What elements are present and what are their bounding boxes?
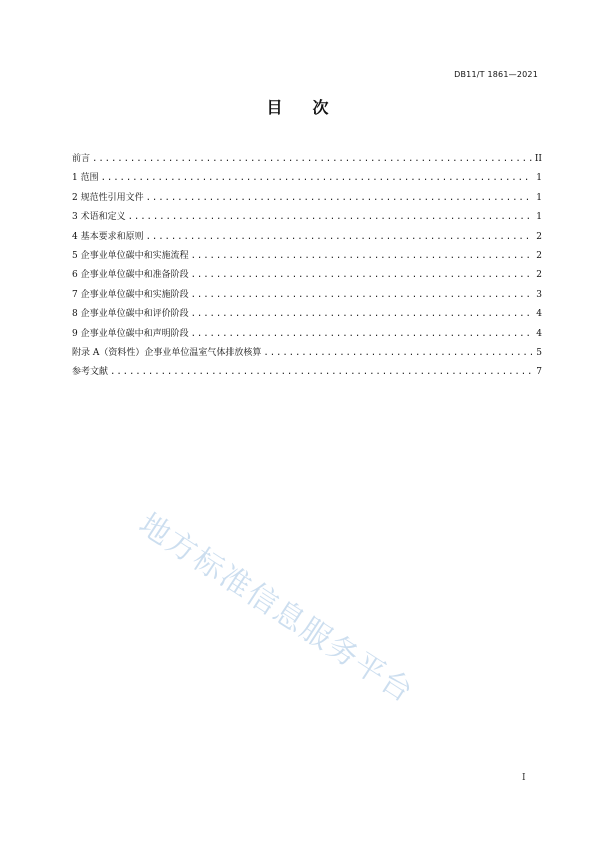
document-id: DB11/T 1861—2021 — [454, 70, 538, 79]
toc-leader-dots — [146, 228, 532, 247]
toc-entry-page: 1 — [536, 173, 542, 184]
toc-leader-dots — [263, 344, 532, 363]
toc-leader-dots — [101, 169, 532, 188]
toc-entry-page: 1 — [536, 212, 542, 223]
toc-entry-page: 3 — [536, 289, 542, 300]
toc-entry-page: 2 — [536, 250, 542, 261]
toc-leader-dots — [128, 208, 532, 227]
toc-entry-label: 6 企事业单位碳中和准备阶段 — [72, 270, 189, 281]
toc-entry-page: II — [534, 154, 542, 164]
toc-entry-page: 7 — [536, 367, 542, 378]
title-char-2: 次 — [312, 98, 329, 117]
toc-entry-label: 附录 A（资料性）企事业单位温室气体排放核算 — [72, 347, 262, 358]
toc-entry-preface[interactable] — [72, 150, 542, 169]
toc-entry-bibliography[interactable] — [72, 363, 542, 382]
toc-entry-page: 1 — [536, 192, 542, 203]
toc-entry-declaration[interactable] — [72, 325, 542, 344]
watermark: 地方标准信息服务平台 — [132, 506, 421, 711]
page-title — [0, 95, 595, 118]
toc-entry-page: 2 — [536, 231, 542, 242]
toc-entry-page: 5 — [536, 347, 542, 358]
toc-leader-dots — [191, 247, 532, 266]
toc-entry-label: 7 企事业单位碳中和实施阶段 — [72, 289, 189, 300]
toc-entry-label: 5 企事业单位碳中和实施流程 — [72, 250, 189, 261]
toc-entry-label: 4 基本要求和原则 — [72, 231, 144, 242]
toc-entry-label: 1 范围 — [72, 173, 99, 184]
toc-leader-dots — [191, 325, 532, 344]
toc-entry-page: 2 — [536, 270, 542, 281]
toc-leader-dots — [146, 189, 532, 208]
toc-entry-label: 9 企事业单位碳中和声明阶段 — [72, 328, 189, 339]
toc-entry-appendix-a[interactable] — [72, 344, 542, 363]
title-char-1: 目 — [266, 98, 283, 117]
toc-entry-process[interactable] — [72, 247, 542, 266]
toc-entry-preparation[interactable] — [72, 266, 542, 285]
toc-entry-label: 2 规范性引用文件 — [72, 192, 144, 203]
toc-entry-page: 4 — [536, 328, 542, 339]
page-number: I — [522, 773, 526, 783]
toc-entry-terms[interactable] — [72, 208, 542, 227]
toc-leader-dots — [92, 150, 532, 169]
toc-entry-label: 3 术语和定义 — [72, 212, 126, 223]
table-of-contents — [72, 150, 542, 383]
toc-leader-dots — [191, 266, 532, 285]
toc-entry-evaluation[interactable] — [72, 305, 542, 324]
toc-leader-dots — [110, 363, 532, 382]
toc-entry-implementation[interactable] — [72, 286, 542, 305]
toc-entry-scope[interactable] — [72, 169, 542, 188]
toc-entry-label: 前言 — [72, 154, 91, 164]
toc-leader-dots — [191, 286, 532, 305]
toc-leader-dots — [191, 305, 532, 324]
toc-entry-page: 4 — [536, 309, 542, 320]
toc-entry-requirements[interactable] — [72, 228, 542, 247]
toc-entry-label: 参考文献 — [72, 367, 109, 378]
toc-entry-normative-references[interactable] — [72, 189, 542, 208]
toc-entry-label: 8 企事业单位碳中和评价阶段 — [72, 309, 189, 320]
